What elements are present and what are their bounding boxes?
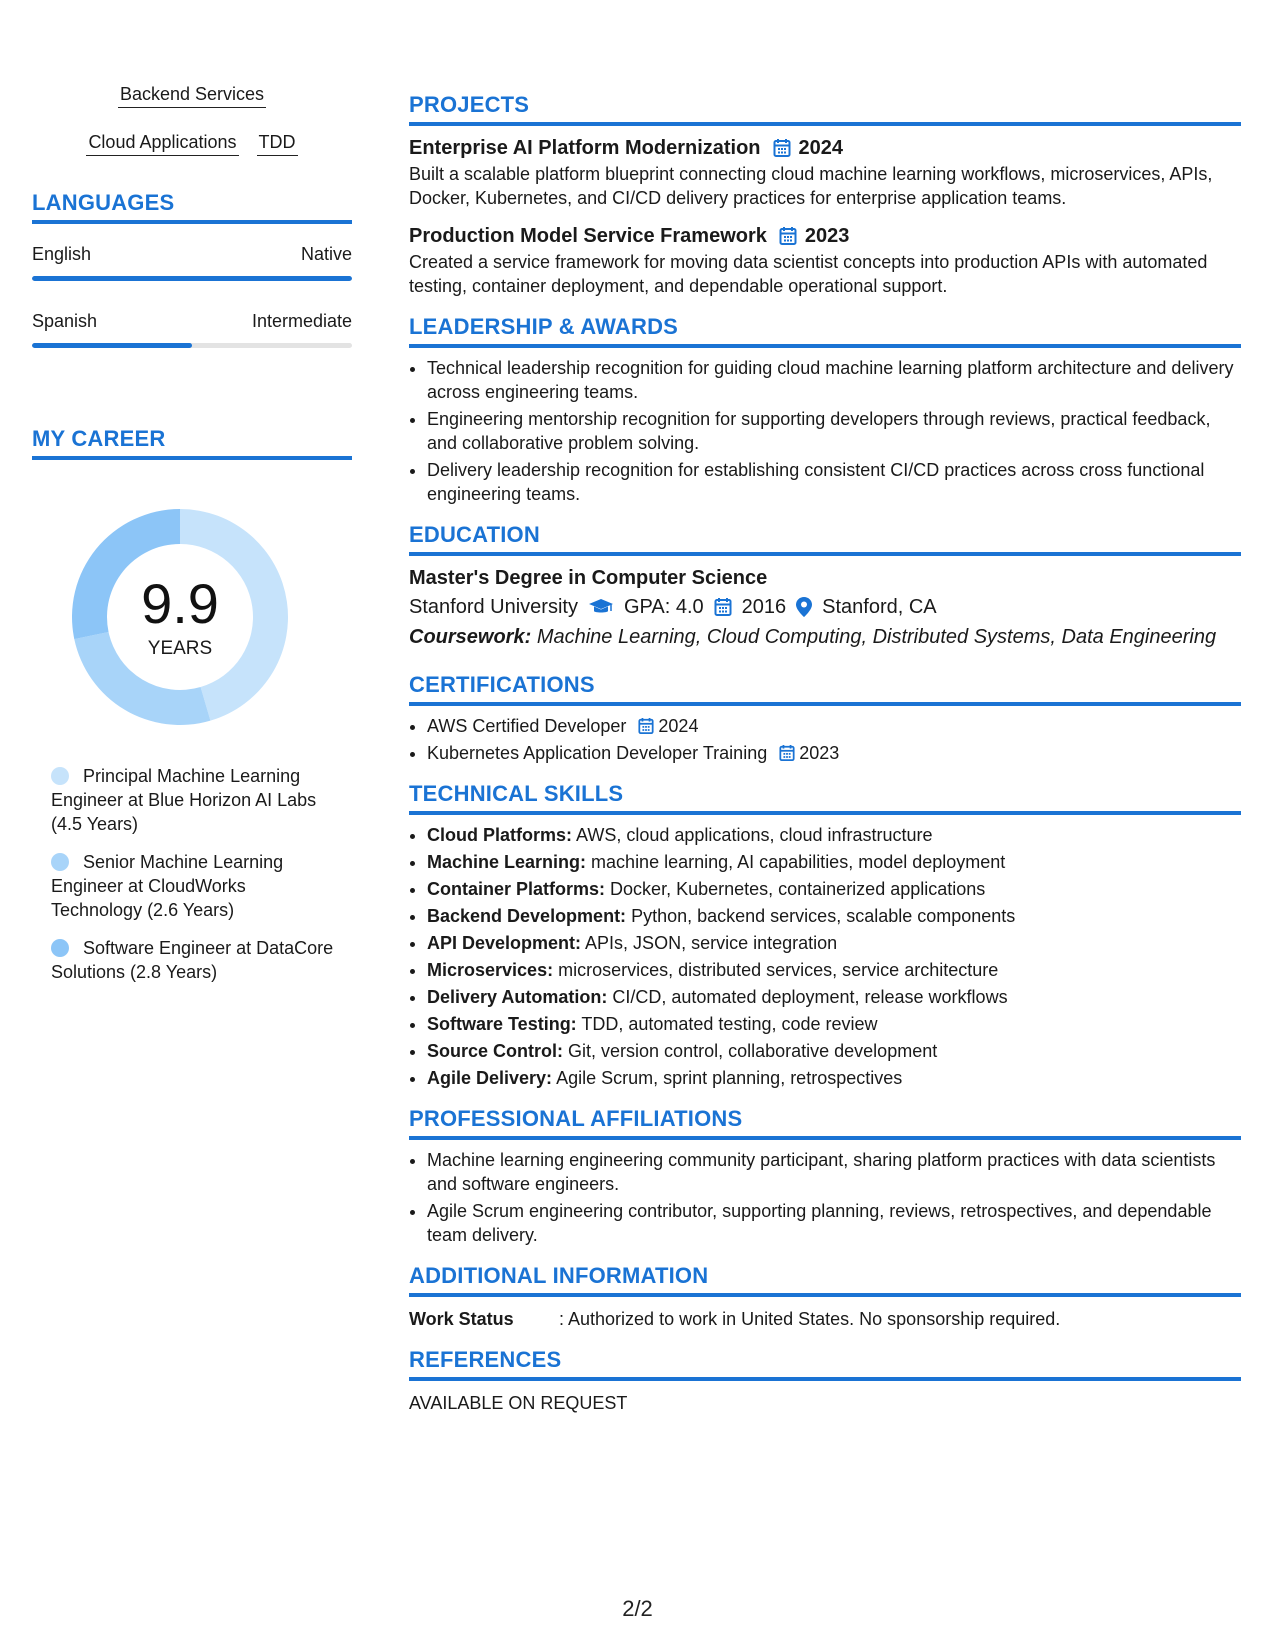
language-level: Intermediate [251,311,352,331]
calendar-icon [773,138,791,158]
page-number: 2/2 [622,1596,653,1621]
language-proficiency-fill [32,343,192,348]
school-name: Stanford University [409,596,578,618]
skill-tag: Backend Services [118,80,266,108]
list-item: • Engineering mentorship recognition for supporting developers through reviews, practical feedback, and collaborative problem solving. [427,407,1241,455]
list-item: • Agile Scrum engineering contributor, supporting planning, reviews, retrospectives, and dependable team delivery. [427,1199,1241,1247]
skill-value: Python, backend services, scalable components [631,906,1016,926]
skill-item [427,1039,1241,1063]
skill-item [427,1012,1241,1036]
skill-label: API Development: [427,933,582,953]
affiliations-list [409,1148,1241,1247]
language-proficiency-fill [32,276,352,281]
certification-year: 2023 [799,743,840,763]
skill-value: Docker, Kubernetes, containerized applications [610,879,986,899]
language-name: English [32,244,92,264]
donut-center [65,502,295,732]
project-name: Production Model Service Framework [409,225,767,247]
career-entry [51,764,341,836]
certification-name: • AWS Certified Developer [427,716,627,736]
calendar-icon [714,597,732,617]
project-year: 2023 [804,225,850,247]
career-entry [51,850,341,922]
technical-skills-section [409,781,1241,1090]
skill-item [427,931,1241,955]
career-total-unit: YEARS [147,638,213,659]
certification-year: 2024 [658,716,699,736]
skill-item [427,877,1241,901]
right-column [409,92,1241,1414]
coursework-label: Coursework: [409,626,532,648]
skill-tags-row [32,80,352,108]
legend-dot [51,853,69,871]
projects-section [409,92,1241,298]
work-status-label: Work Status [409,1309,514,1329]
certifications-list [409,714,1241,765]
location-pin-icon [796,597,812,617]
projects-title: PROJECTS [409,92,1241,126]
certifications-section [409,672,1241,765]
leadership-section [409,314,1241,506]
skill-tag: Cloud Applications [86,128,238,156]
language-name: Spanish [32,311,98,331]
degree-name: Master's Degree in Computer Science [409,567,768,589]
skill-value: Agile Scrum, sprint planning, retrospectives [556,1068,903,1088]
career-entry-text: Principal Machine Learning Engineer at Blue Horizon AI Labs (4.5 Years) [51,766,317,834]
list-item: • Technical leadership recognition for guiding cloud machine learning platform architecture and delivery across engineering teams. [427,356,1241,404]
project-description: Created a service framework for moving data scientist concepts into production APIs with automated testing, container deployment, and dependable operational support. [409,252,1208,296]
work-status-value: : Authorized to work in United States. No sponsorship required. [559,1309,1061,1329]
skill-value: Git, version control, collaborative development [568,1041,938,1061]
coursework-list: Machine Learning, Cloud Computing, Distributed Systems, Data Engineering [536,626,1217,648]
skill-label: Microservices: [427,960,554,980]
references-text: AVAILABLE ON REQUEST [409,1393,628,1413]
languages-title: LANGUAGES [32,190,352,224]
left-column [32,80,352,998]
references-title: REFERENCES [409,1347,1241,1381]
skill-label: Delivery Automation: [427,987,608,1007]
list-item: • Machine learning engineering community participant, sharing platform practices with data scientists and software engineers. [427,1148,1241,1196]
calendar-icon [638,717,654,735]
skill-value: TDD, automated testing, code review [581,1014,878,1034]
career-total-years: 9.9 [141,572,219,635]
career-entry-text: Senior Machine Learning Engineer at CloudWorks Technology (2.6 Years) [51,852,284,920]
education-section [409,522,1241,652]
skill-label: Container Platforms: [427,879,606,899]
project-year: 2024 [798,137,844,159]
skill-item [427,958,1241,982]
project-name: Enterprise AI Platform Modernization [409,137,761,159]
calendar-icon [779,226,797,246]
affiliations-title: PROFESSIONAL AFFILIATIONS [409,1106,1241,1140]
skill-item [427,823,1241,847]
skill-value: AWS, cloud applications, cloud infrastructure [576,825,933,845]
gpa: GPA: 4.0 [623,596,704,618]
skill-label: Agile Delivery: [427,1068,553,1088]
certification-item [427,741,1241,765]
skill-item [427,850,1241,874]
language-level: Native [300,244,352,264]
coursework [409,622,1241,652]
skill-item [427,904,1241,928]
career-entry [51,936,341,984]
skill-value: APIs, JSON, service integration [585,933,838,953]
leadership-list [409,356,1241,506]
list-item: • Delivery leadership recognition for establishing consistent CI/CD practices across cross functional engineering teams. [427,458,1241,506]
additional-info-section [409,1263,1241,1331]
skill-label: Machine Learning: [427,852,587,872]
language-proficiency-bar [32,343,352,348]
skill-value: machine learning, AI capabilities, model deployment [591,852,1006,872]
work-status-row [409,1307,1241,1331]
technical-skills-title: TECHNICAL SKILLS [409,781,1241,815]
skill-label: Source Control: [427,1041,564,1061]
career-title: MY CAREER [32,426,352,460]
affiliations-section [409,1106,1241,1247]
language-item [32,309,352,348]
skill-value: microservices, distributed services, service architecture [558,960,999,980]
skill-label: Backend Development: [427,906,627,926]
project-item [409,134,1241,210]
calendar-icon [779,744,795,762]
skill-tags [32,80,352,156]
skill-item [427,1066,1241,1090]
graduation-year: 2016 [741,596,787,618]
language-item [32,242,352,281]
skill-label: Cloud Platforms: [427,825,573,845]
references-section [409,1347,1241,1414]
skill-value: CI/CD, automated deployment, release workflows [612,987,1008,1007]
project-item [409,222,1241,298]
certification-name: • Kubernetes Application Developer Training [427,743,768,763]
career-donut-chart [65,502,295,732]
skill-tag: TDD [257,128,298,156]
graduation-cap-icon [588,598,614,616]
legend-dot [51,767,69,785]
education-title: EDUCATION [409,522,1241,556]
skill-tags-row [32,128,352,156]
school-location: Stanford, CA [822,596,937,618]
education-meta [409,592,1241,622]
leadership-title: LEADERSHIP & AWARDS [409,314,1241,348]
additional-info-title: ADDITIONAL INFORMATION [409,1263,1241,1297]
skill-item [427,985,1241,1009]
certification-item [427,714,1241,738]
project-description: Built a scalable platform blueprint connecting cloud machine learning workflows, microservices, APIs, Docker, Kubernetes, and CI/CD delivery practices for enterprise application teams. [409,164,1213,208]
career-entry-text: Software Engineer at DataCore Solutions (2.8 Years) [51,938,334,982]
legend-dot [51,939,69,957]
language-proficiency-bar [32,276,352,281]
certifications-title: CERTIFICATIONS [409,672,1241,706]
career-legend [51,764,341,984]
technical-skills-list [409,823,1241,1090]
skill-label: Software Testing: [427,1014,577,1034]
